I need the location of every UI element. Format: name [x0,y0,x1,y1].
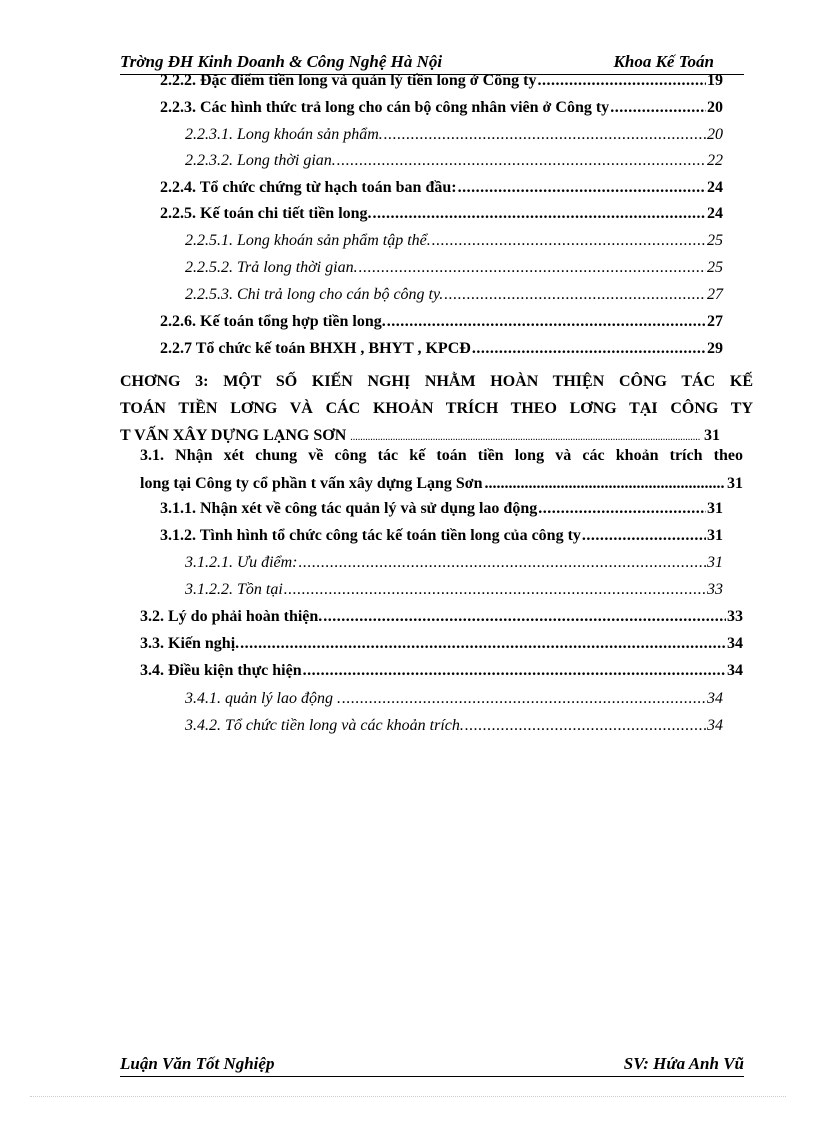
toc-leader [610,97,706,119]
toc-page-number: 22 [707,152,723,169]
toc-leader [472,338,706,360]
toc-leader [432,230,706,252]
toc-page-number: 33 [727,608,743,625]
page-bottom-divider [30,1096,786,1097]
toc-entry-2-2-3[interactable] [160,97,723,119]
toc-entry-text: 2.2.3. Các hình thức trả long cho cán bộ công nhân viên ở Công ty [160,99,610,116]
toc-page-number: 29 [707,340,723,357]
footer-author: SV: Hứa Anh Vũ [623,1054,744,1073]
toc-leader [485,470,725,498]
toc-entry-text: 3.1. Nhận xét chung về công tác kế toán tiền long và các khoản trích theo [140,447,743,464]
toc-entry-text: 2.2.5.3. Chi trả long cho cán bộ công ty. [185,286,444,303]
toc-entry-text: 3.1.2. Tình hình tổ chức công tác kế toán tiền long của công ty [160,527,581,544]
chapter-title-line: T VẤN XÂY DỰNG LẠNG SƠN [120,427,347,444]
toc-entry-2-2-5-1[interactable] [185,230,723,252]
toc-page-number: 31 [727,475,743,492]
toc-entry-text: 3.1.2.1. Ưu điểm: [185,554,298,571]
toc-page-number: 20 [707,126,723,143]
chapter-title-line: TOÁN TIỀN LƠNG VÀ CÁC KHOẢN TRÍCH THEO LƠNG TẠI CÔNG TY [120,400,753,417]
toc-page-number: 31 [707,500,723,517]
toc-entry-2-2-5[interactable] [160,203,723,225]
toc-entry-3-4-1[interactable] [185,688,723,710]
toc-leader [240,633,726,655]
toc-entry-text: 3.1.2.2. Tồn tại [185,581,283,598]
toc-leader [537,70,706,92]
toc-entry-2-2-2[interactable] [160,70,723,92]
toc-entry-2-2-5-3[interactable] [185,284,723,306]
toc-entry-3-4-2[interactable] [185,715,723,737]
toc-entry-text: 2.2.6. Kế toán tổng hợp tiền long. [160,313,386,330]
toc-leader [384,124,706,146]
toc-entry-2-2-5-2[interactable] [185,257,723,279]
toc-entry-3-1[interactable] [140,442,743,498]
page-footer [120,1054,744,1077]
toc-leader [444,284,706,306]
toc-page-number: 19 [707,72,723,89]
toc-entry-text: 3.4.1. quản lý lao động . [185,690,341,707]
toc-entry-text: 2.2.2. Đặc điểm tiền long và quản lý tiền long ở Công ty [160,72,537,89]
toc-entry-text: 2.2.7 Tổ chức kế toán BHXH , BHYT , KPCĐ [160,340,471,357]
toc-entry-text: 3.4.2. Tổ chức tiền long và các khoản trích. [185,717,464,734]
toc-entry-3-2[interactable] [140,606,743,628]
toc-entry-text: 2.2.3.2. Long thời gian. [185,152,336,169]
toc-leader [373,203,706,225]
toc-leader [458,177,706,199]
toc-page-number: 27 [707,286,723,303]
toc-entry-3-1-2-2[interactable] [185,579,723,601]
toc-leader [538,498,706,520]
toc-leader [387,311,706,333]
toc-entry-text: 2.2.3.1. Long khoán sản phẩm. [185,126,383,143]
toc-entry-2-2-4[interactable] [160,177,723,199]
footer-document-type: Luận Văn Tốt Nghiệp [120,1054,275,1073]
toc-page-number: 33 [707,581,723,598]
toc-entry-3-1-2[interactable] [160,525,723,547]
toc-chapter-3[interactable] [120,368,753,451]
toc-entry-text: 2.2.4. Tổ chức chứng từ hạch toán ban đầu: [160,179,457,196]
toc-entry-2-2-7[interactable] [160,338,723,360]
toc-leader [582,525,706,547]
toc-entry-3-1-2-1[interactable] [185,552,723,574]
toc-entry-text: 2.2.5. Kế toán chi tiết tiền long. [160,205,372,222]
toc-entry-text: 3.2. Lý do phải hoàn thiện. [140,608,323,625]
toc-entry-3-4[interactable] [140,660,743,682]
toc-page-number: 31 [707,527,723,544]
header-school: Trờng ĐH Kinh Doanh & Công Nghệ Hà Nội [120,52,443,71]
toc-entry-text: 3.4. Điều kiện thực hiện [140,662,302,679]
toc-entry-2-2-3-1[interactable] [185,124,723,146]
toc-entry-text: 2.2.5.1. Long khoán sản phẩm tập thể. [185,232,431,249]
toc-leader [303,660,726,682]
toc-entry-3-3[interactable] [140,633,743,655]
toc-entry-text: long tại Công ty cổ phần t vấn xây dựng Lạng Sơn [140,475,483,492]
toc-leader [342,688,706,710]
toc-leader [359,257,706,279]
toc-page-number: 34 [727,635,743,652]
toc-entry-2-2-6[interactable] [160,311,723,333]
toc-page-number: 34 [727,662,743,679]
toc-page-number: 31 [707,554,723,571]
toc-page-number: 27 [707,313,723,330]
toc-page-number: 34 [707,717,723,734]
toc-page-number: 24 [707,205,723,222]
toc-page-number: 25 [707,259,723,276]
toc-page-number: 31 [704,427,720,444]
toc-page-number: 20 [707,99,723,116]
toc-page-number: 25 [707,232,723,249]
toc-leader [299,552,707,574]
chapter-title-line: CHƠNG 3: MỘT SỐ KIẾN NGHỊ NHẰM HOÀN THIỆN CÔNG TÁC KẾ [120,373,753,390]
toc-entry-text: 2.2.5.2. Trả long thời gian. [185,259,358,276]
toc-page-number: 34 [707,690,723,707]
toc-entry-2-2-3-2[interactable] [185,150,723,172]
header-department: Khoa Kế Toán [613,52,714,71]
toc-entry-text: 3.1.1. Nhận xét về công tác quản lý và sử dụng lao động [160,500,538,517]
toc-leader [284,579,706,601]
toc-leader [323,606,726,628]
toc-page-number: 24 [707,179,723,196]
toc-entry-text: 3.3. Kiến nghị. [140,635,240,652]
toc-leader [337,150,706,172]
toc-leader [465,715,706,737]
toc-entry-3-1-1[interactable] [160,498,723,520]
